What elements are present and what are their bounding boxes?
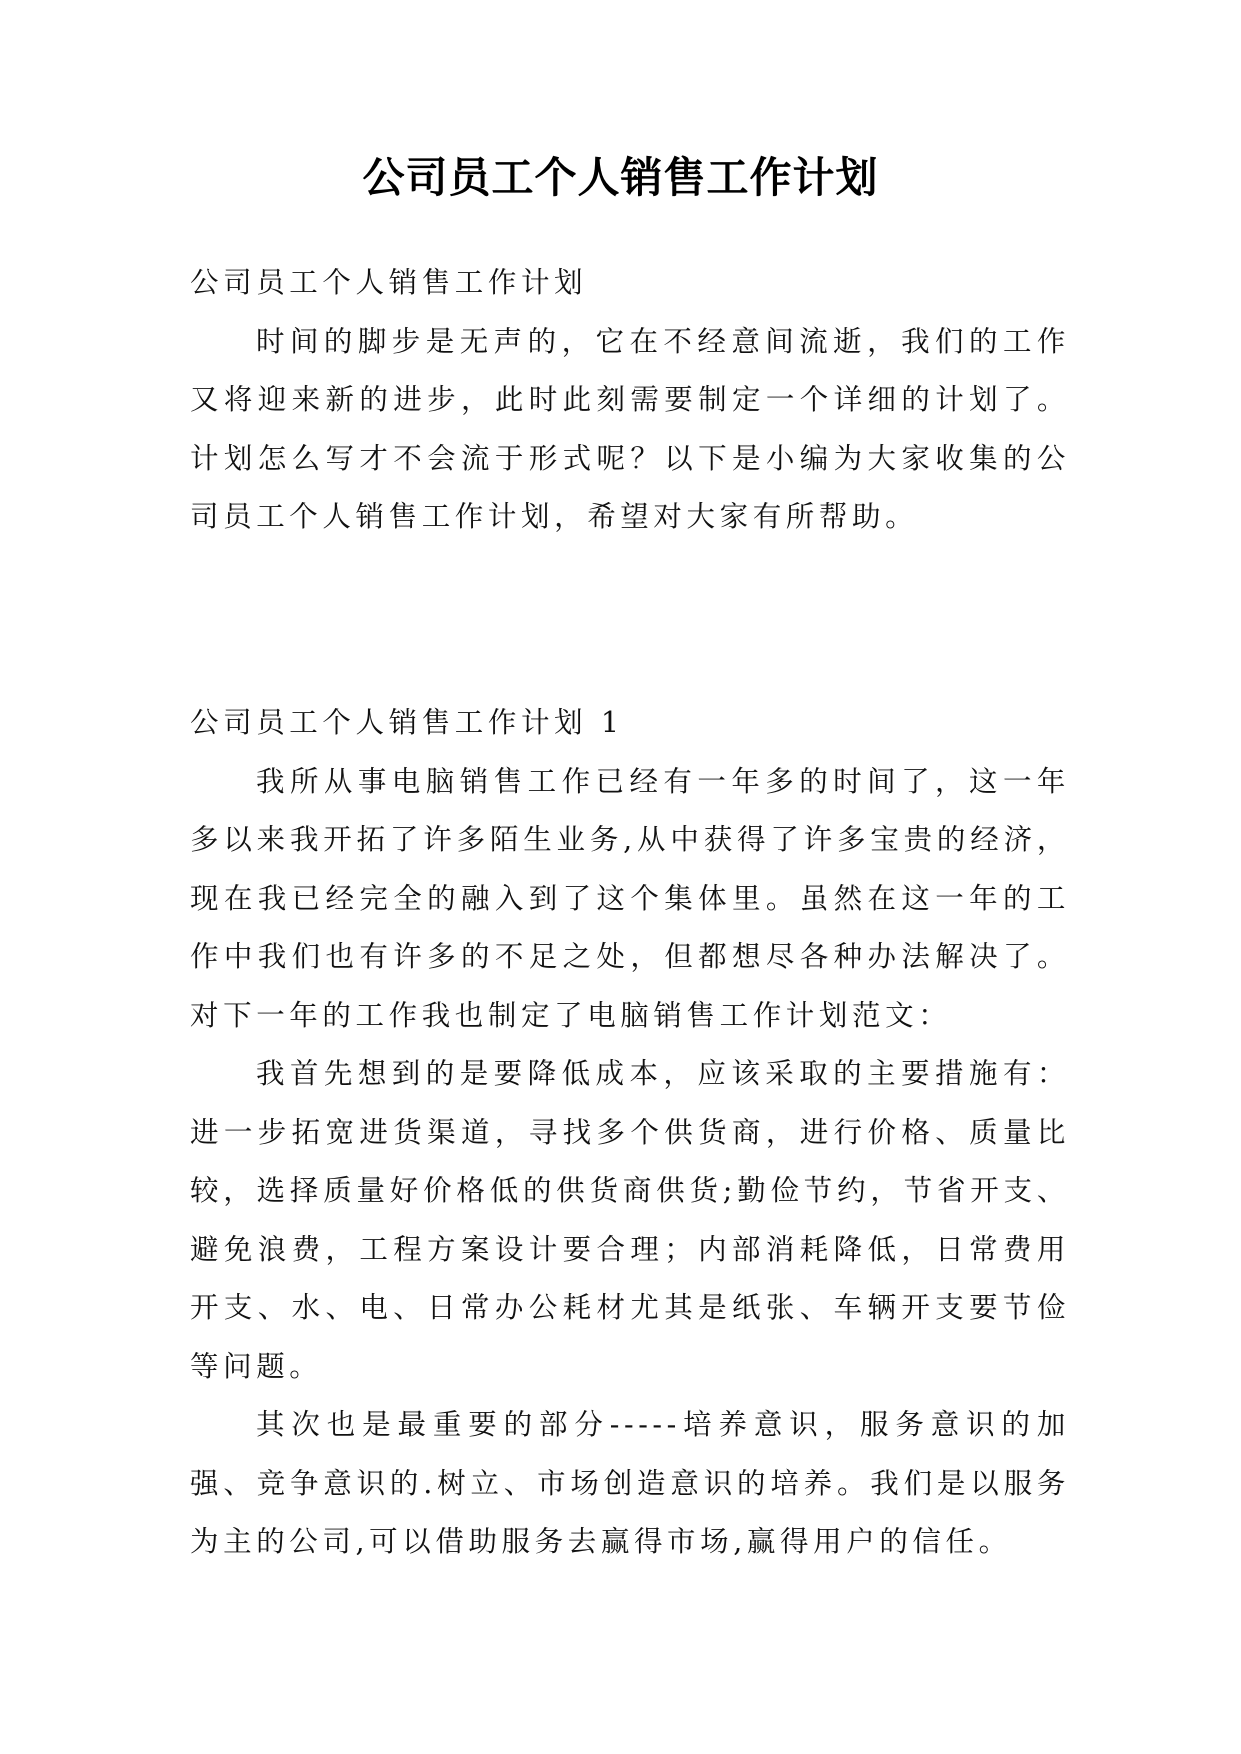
- plan-section-1: [190, 694, 1070, 1572]
- intro-section: [190, 254, 1070, 547]
- intro-heading: 公司员工个人销售工作计划: [190, 266, 588, 299]
- section-1-paragraph-3: 其次也是最重要的部分-----培养意识，服务意识的加强、竞争意识的.树立、市场创造意识的培养。我们是以服务为主的公司,可以借助服务去赢得市场,赢得用户的信任。: [190, 1408, 1070, 1558]
- document-title: 公司员工个人销售工作计划: [362, 153, 879, 202]
- section-1-paragraph-2: 我首先想到的是要降低成本，应该采取的主要措施有：进一步拓宽进货渠道，寻找多个供货商，进行价格、质量比较，选择质量好价格低的供货商供货;勤俭节约，节省开支、避免浪费，工程方案设计要合理；内部消耗降低，日常费用开支、水、电、日常办公耗材尤其是纸张、车辆开支要节俭等问题。: [190, 1057, 1070, 1383]
- section-1-heading: 公司员工个人销售工作计划 1: [190, 706, 624, 739]
- section-1-paragraph-1: 我所从事电脑销售工作已经有一年多的时间了，这一年多以来我开拓了许多陌生业务,从中获得了许多宝贵的经济，现在我已经完全的融入到了这个集体里。虽然在这一年的工作中我们也有许多的不足之处，但都想尽各种办法解决了。对下一年的工作我也制定了电脑销售工作计划范文：: [190, 764, 1070, 1032]
- intro-paragraph: 时间的脚步是无声的，它在不经意间流逝，我们的工作又将迎来新的进步，此时此刻需要制定一个详细的计划了。计划怎么写才不会流于形式呢？以下是小编为大家收集的公司员工个人销售工作计划，希望对大家有所帮助。: [190, 324, 1070, 533]
